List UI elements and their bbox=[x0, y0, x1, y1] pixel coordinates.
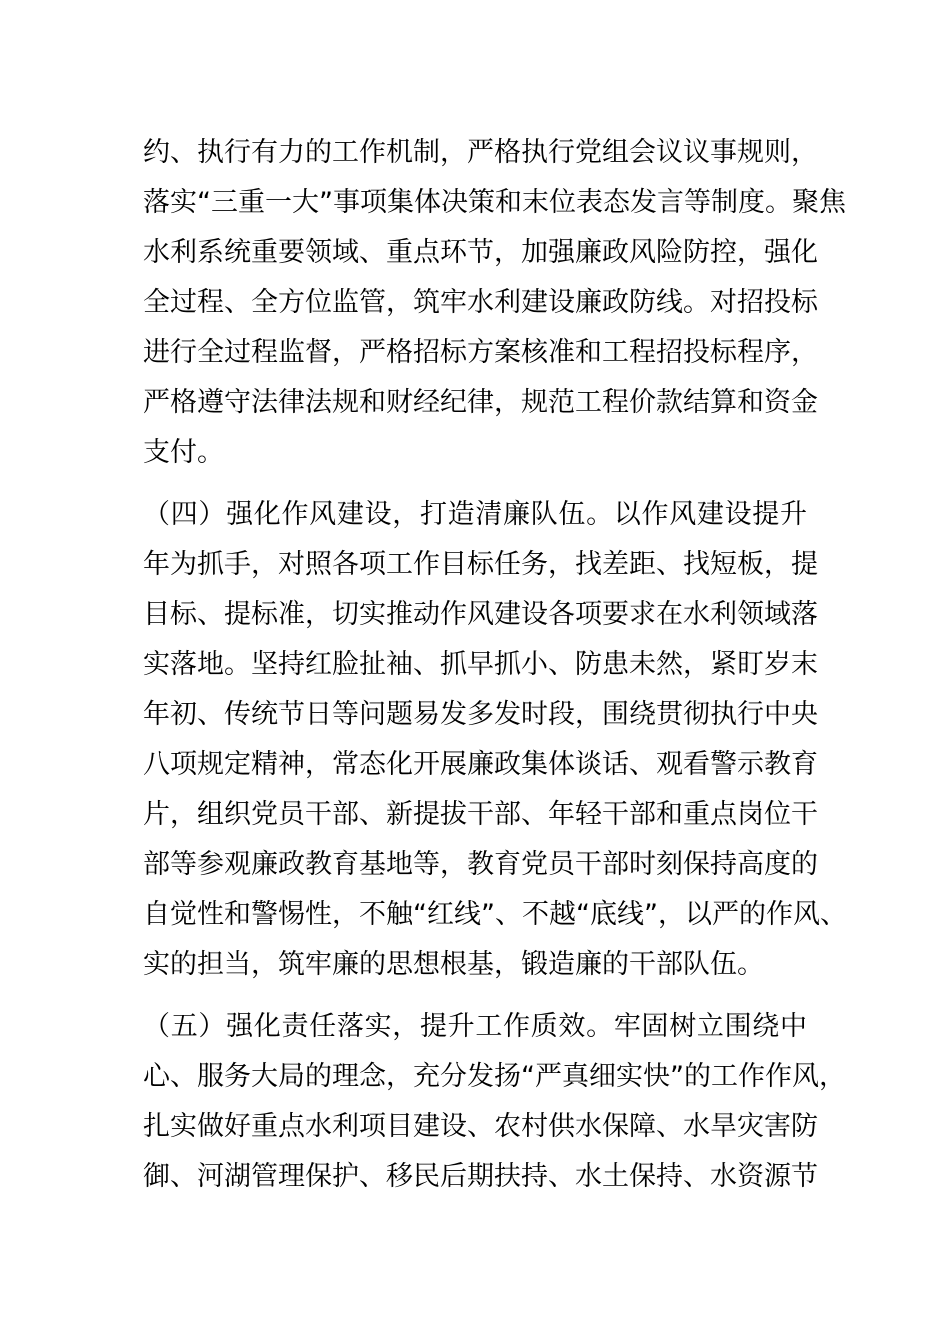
paragraph-line: （四）强化作风建设，打造清廉队伍。以作风建设提升 bbox=[143, 499, 807, 530]
paragraph-line: 约、执行有力的工作机制，严格执行党组会议议事规则， bbox=[143, 137, 818, 168]
paragraph-line: 支付。 bbox=[143, 437, 224, 468]
document-body bbox=[143, 128, 847, 1202]
paragraph-line: 进行全过程监督，严格招标方案核准和工程招投标程序， bbox=[143, 337, 818, 368]
paragraph-line: 年初、传统节日等问题易发多发时段，围绕贯彻执行中央 bbox=[143, 699, 818, 730]
paragraph-spacer bbox=[143, 990, 807, 1002]
paragraph-spacer bbox=[143, 478, 807, 490]
paragraph-line: 实落地。坚持红脸扯袖、抓早抓小、防患未然，紧盯岁末 bbox=[143, 649, 818, 680]
paragraph-line: 心、服务大局的理念，充分发扬“严真细实快”的工作作风， bbox=[143, 1061, 846, 1092]
paragraph-2 bbox=[143, 490, 847, 990]
paragraph-line: 片，组织党员干部、新提拔干部、年轻干部和重点岗位干 bbox=[143, 799, 818, 830]
paragraph-line: 全过程、全方位监管，筑牢水利建设廉政防线。对招投标 bbox=[143, 287, 818, 318]
paragraph-line: 落实“三重一大”事项集体决策和末位表态发言等制度。聚焦 bbox=[143, 187, 846, 218]
paragraph-line: 扎实做好重点水利项目建设、农村供水保障、水旱灾害防 bbox=[143, 1111, 818, 1142]
paragraph-line: 年为抓手，对照各项工作目标任务，找差距、找短板，提 bbox=[143, 549, 818, 580]
paragraph-1 bbox=[143, 128, 846, 478]
paragraph-line: （五）强化责任落实，提升工作质效。牢固树立围绕中 bbox=[143, 1011, 807, 1042]
paragraph-line: 御、河湖管理保护、移民后期扶持、水土保持、水资源节 bbox=[143, 1161, 818, 1192]
paragraph-line: 严格遵守法律法规和财经纪律，规范工程价款结算和资金 bbox=[143, 387, 818, 418]
paragraph-line: 目标、提标准，切实推动作风建设各项要求在水利领域落 bbox=[143, 599, 818, 630]
paragraph-line: 水利系统重要领域、重点环节，加强廉政风险防控，强化 bbox=[143, 237, 818, 268]
paragraph-line: 实的担当，筑牢廉的思想根基，锻造廉的干部队伍。 bbox=[143, 949, 764, 980]
paragraph-line: 部等参观廉政教育基地等，教育党员干部时刻保持高度的 bbox=[143, 849, 818, 880]
paragraph-line: 八项规定精神，常态化开展廉政集体谈话、观看警示教育 bbox=[143, 749, 818, 780]
paragraph-line: 自觉性和警惕性，不触“红线”、不越“底线”，以严的作风、 bbox=[143, 899, 847, 930]
paragraph-3 bbox=[143, 1002, 846, 1202]
